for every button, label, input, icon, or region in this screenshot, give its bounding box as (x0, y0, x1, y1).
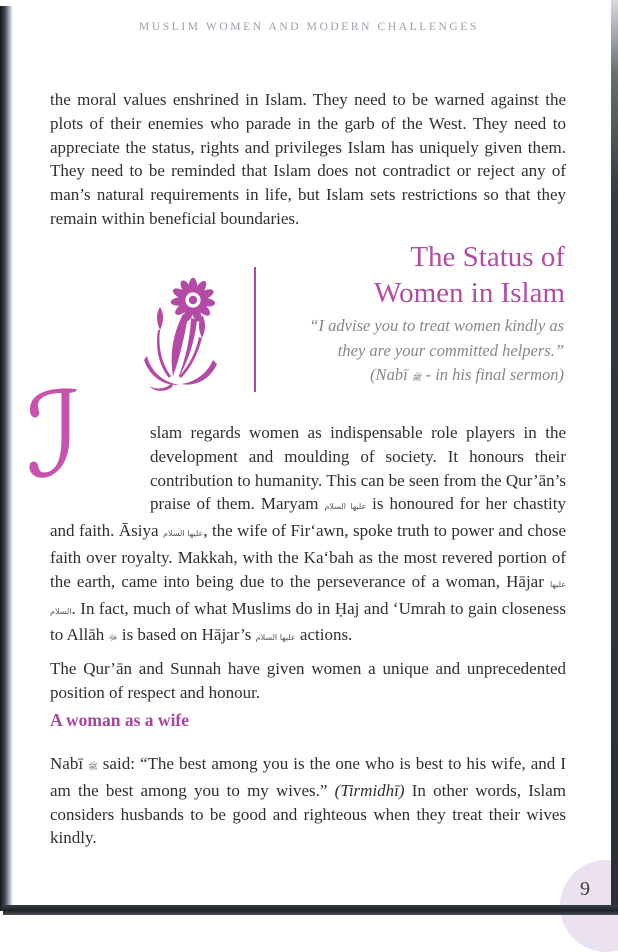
page-number: 9 (580, 878, 590, 900)
intro-paragraph: the moral values enshrined in Islam. They need to be warned against the plots of their enemies who parade in the garb of the West. They need to appreciate the status, rights and privileges Islam has uniquely given them. They need to be reminded that Islam does not contradict or reject any of man’s natural requirements in life, but Islam sets restrictions so that they remain within beneficial boundaries. (50, 90, 566, 228)
text-run: said: “The best among you is the one who is best to his wife, and I am the best among you to my wives.” (50, 754, 566, 800)
text-run: is honoured for her chastity and faith. Āsiya (50, 494, 567, 541)
section-title-line2: Women in Islam (374, 277, 565, 309)
honorific-mark: ﷻ (108, 633, 118, 643)
text-run: slam regards women as indispensable role players in the development and moulding of society. It honours their contribution to humanity. This can be seen from the Qur’ān’s praise of them. Maryam (150, 423, 566, 514)
text-run: In other words, Islam considers husbands to be good and righteous when they treat their wives kindly. (50, 780, 567, 848)
wife-paragraph (50, 752, 566, 850)
wife-section-heading: A woman as a wife (50, 710, 190, 730)
text-run: actions. (295, 625, 353, 645)
text-run: , the wife of Fir‘awn, spoke truth to power and chose faith over royalty. Makkah, with the Ka‘bah as the most revered portion of the earth, came into being due to the perseverance of a woman, Hājar (50, 521, 567, 591)
honorific-mark: عليها السلام (50, 579, 566, 616)
honorific-mark: ﷺ (411, 373, 422, 382)
quote-attribution (224, 363, 564, 391)
floral-ornament-icon (143, 276, 219, 392)
honorific-mark: عليها السلام (324, 502, 367, 512)
honorific-mark: ﷺ (88, 762, 98, 771)
honorific-mark: عليها السلام (163, 529, 204, 539)
text-run: Nabī (50, 754, 89, 773)
text-run: . In fact, much of what Muslims do in Ḥaj and ‘Umrah to gain closeness to Allāh (50, 598, 566, 645)
page-edge-bottom (3, 905, 618, 915)
running-head: MUSLIM WOMEN AND MODERN CHALLENGES (139, 21, 479, 33)
text-run: (Nabī (370, 365, 412, 384)
page-edge-right (611, 0, 618, 915)
text-run: - in his final sermon) (421, 365, 564, 384)
page-edge-left (0, 6, 13, 911)
islam-paragraph (50, 421, 566, 650)
section-quote (224, 314, 564, 391)
section-title-line1: The Status of (410, 241, 565, 273)
quote-line2: they are your committed helpers.” (337, 340, 564, 360)
text-run: is based on Hājar’s (117, 625, 256, 645)
drop-cap-letter: ℐ (26, 366, 82, 504)
honorific-mark: عليها السلام (255, 633, 296, 643)
section-title (374, 239, 565, 311)
quran-sunnah-paragraph: The Qur’ān and Sunnah have given women a unique and unprecedented position of respect and honour. (50, 659, 566, 702)
quote-line1: “I advise you to treat women kindly as (309, 316, 564, 335)
italic-citation: (Tirmidhī) (334, 780, 405, 800)
